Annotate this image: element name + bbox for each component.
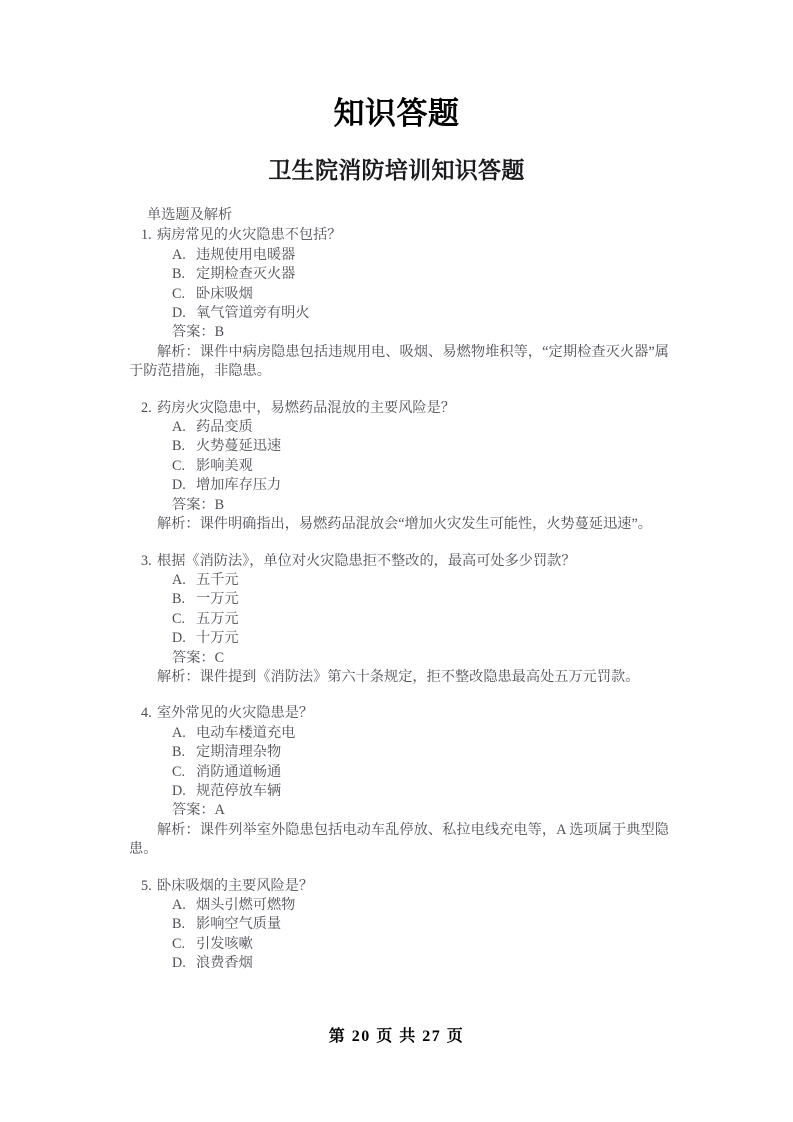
explanation-line: 解析：课件明确指出，易燃药品混放会“增加火灾发生可能性，火势蔓延迅速”。 — [157, 516, 652, 533]
option-letter: B. — [172, 266, 186, 283]
question-block — [129, 877, 669, 974]
question-text: 药房火灾隐患中，易燃药品混放的主要风险是？ — [157, 399, 455, 416]
option-row[interactable] — [129, 896, 669, 915]
option-letter: B. — [172, 438, 186, 455]
option-letter: B. — [172, 591, 186, 608]
option-text: 引发咳嗽 — [196, 935, 253, 952]
option-text: 定期清理杂物 — [196, 744, 282, 761]
option-row[interactable] — [129, 571, 669, 590]
option-text: 电动车楼道充电 — [196, 724, 296, 741]
option-letter: D. — [172, 305, 186, 322]
question-number: 1. — [141, 227, 152, 244]
option-row[interactable] — [129, 437, 669, 456]
option-text: 一万元 — [196, 591, 239, 608]
answer-line: 答案：B — [172, 324, 225, 341]
option-text: 增加库存压力 — [196, 477, 282, 494]
option-letter: C. — [172, 285, 186, 302]
page-footer: 第 20 页 共 27 页 — [328, 1028, 465, 1045]
option-letter: A. — [172, 724, 186, 741]
option-letter: A. — [172, 897, 186, 913]
option-row[interactable] — [129, 763, 669, 782]
option-row[interactable] — [129, 476, 669, 495]
section-label: 单选题及解析 — [147, 207, 233, 223]
option-text: 五万元 — [196, 610, 239, 627]
question-block — [129, 399, 669, 535]
question-number: 5. — [141, 877, 152, 894]
option-text: 火势蔓延迅速 — [196, 438, 282, 455]
question-text: 病房常见的火灾隐患不包括？ — [157, 227, 342, 244]
question-stem — [129, 552, 669, 571]
option-text: 烟头引燃可燃物 — [196, 897, 296, 913]
question-text: 根据《消防法》，单位对火灾隐患拒不整改的，最高可处多少罚款？ — [157, 552, 576, 569]
option-row[interactable] — [129, 954, 669, 973]
question-block — [129, 552, 669, 688]
option-text: 定期检查灭火器 — [196, 266, 296, 283]
option-letter: C. — [172, 457, 186, 474]
option-letter: D. — [172, 477, 186, 494]
option-row[interactable] — [129, 743, 669, 762]
question-number: 4. — [141, 705, 152, 722]
option-row[interactable] — [129, 935, 669, 954]
question-block — [129, 226, 669, 381]
option-row[interactable] — [129, 915, 669, 934]
option-text: 消防通道畅通 — [196, 763, 282, 780]
option-letter: B. — [172, 744, 186, 761]
option-row[interactable] — [129, 590, 669, 609]
option-row[interactable] — [129, 304, 669, 323]
question-stem — [129, 226, 669, 245]
option-row[interactable] — [129, 782, 669, 801]
question-number: 2. — [141, 399, 152, 416]
page-title: 知识答题 — [333, 96, 460, 131]
option-row[interactable] — [129, 246, 669, 265]
option-row[interactable] — [129, 457, 669, 476]
question-stem — [129, 399, 669, 418]
question-text: 卧床吸烟的主要风险是？ — [157, 877, 314, 894]
option-letter: A. — [172, 246, 186, 263]
option-text: 规范停放车辆 — [196, 782, 282, 799]
answer-line: 答案：C — [172, 649, 225, 666]
option-letter: D. — [172, 955, 186, 972]
answer-line: 答案：A — [172, 802, 225, 819]
option-row[interactable] — [129, 724, 669, 743]
option-row[interactable] — [129, 629, 669, 648]
question-stem — [129, 877, 669, 896]
question-text: 室外常见的火灾隐患是？ — [157, 705, 314, 722]
option-row[interactable] — [129, 265, 669, 284]
option-letter: C. — [172, 935, 186, 952]
explanation-line: 解析：课件中病房隐患包括违规用电、吸烟、易燃物堆积等，“定期检查灭火器”属于防范措施，非隐患。 — [129, 343, 669, 380]
explanation-line: 解析：课件列举室外隐患包括电动车乱停放、私拉电线充电等，A 选项属于典型隐患。 — [129, 821, 669, 858]
option-text: 浪费香烟 — [196, 955, 253, 972]
option-text: 药品变质 — [196, 419, 253, 436]
option-row[interactable] — [129, 285, 669, 304]
option-row[interactable] — [129, 610, 669, 629]
answer-line: 答案：B — [172, 496, 225, 513]
option-letter: B. — [172, 916, 186, 933]
option-letter: D. — [172, 630, 186, 647]
option-letter: C. — [172, 610, 186, 627]
option-text: 十万元 — [196, 630, 239, 647]
option-letter: A. — [172, 571, 186, 588]
page-subtitle: 卫生院消防培训知识答题 — [268, 158, 525, 183]
option-row[interactable] — [129, 418, 669, 437]
explanation-line: 解析：课件提到《消防法》第六十条规定，拒不整改隐患最高处五万元罚款。 — [157, 668, 640, 685]
option-text: 五千元 — [196, 571, 239, 588]
option-text: 卧床吸烟 — [196, 285, 253, 302]
option-letter: C. — [172, 763, 186, 780]
option-text: 影响美观 — [196, 457, 253, 474]
option-letter: D. — [172, 782, 186, 799]
question-block — [129, 704, 669, 859]
question-number: 3. — [141, 552, 152, 569]
question-list — [129, 206, 669, 974]
option-text: 影响空气质量 — [196, 916, 282, 933]
question-stem — [129, 704, 669, 723]
option-text: 违规使用电暖器 — [196, 246, 296, 263]
option-letter: A. — [172, 419, 186, 436]
option-text: 氧气管道旁有明火 — [196, 305, 310, 322]
